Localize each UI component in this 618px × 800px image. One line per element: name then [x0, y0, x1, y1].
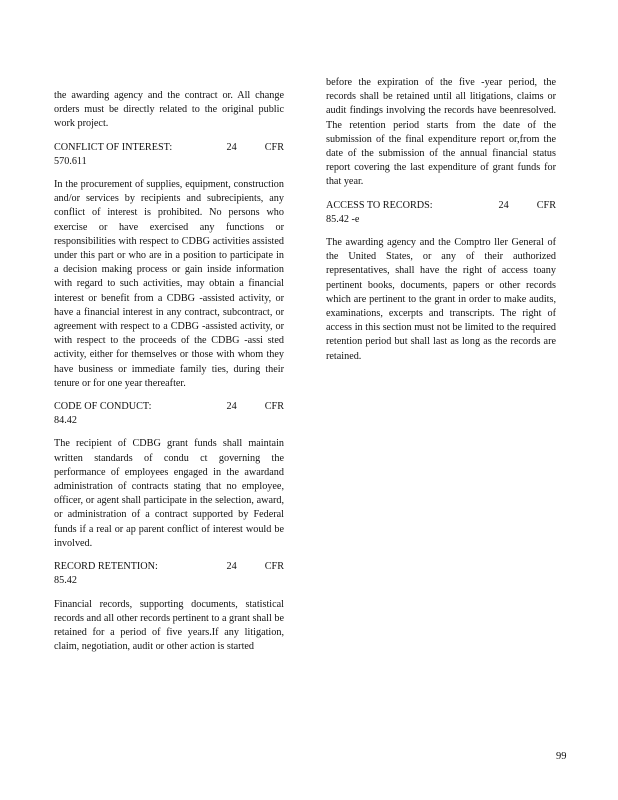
conflict-of-interest-heading — [54, 141, 284, 169]
heading-number: 24 — [226, 141, 237, 153]
intro-paragraph: the awarding agency and the contract or. All change orders must be directly related to the original public work project. — [54, 90, 284, 130]
heading-cfr: CFR — [264, 141, 284, 153]
access-to-records-heading — [326, 199, 556, 227]
code-of-conduct-heading — [54, 400, 284, 428]
record-retention-heading — [54, 560, 284, 588]
code-of-conduct-paragraph: The recipient of CDBG grant funds shall maintain written standards of condu ct governing the performance of employees engaged in the awardand administration of contracts stating that no employee, officer, or agent shall participate in the selection, award, or administration of a contract supported by Federal funds if a real or ap parent conflict of interest would be involved. — [54, 438, 284, 549]
heading-section: 85.42 — [54, 575, 77, 587]
heading-section: 85.42 -e — [326, 213, 360, 225]
left-column — [54, 89, 284, 663]
heading-title: CONFLICT OF INTEREST: — [54, 141, 173, 153]
heading-cfr: CFR — [264, 401, 284, 413]
right-column — [326, 76, 556, 373]
conflict-of-interest-paragraph: In the procurement of supplies, equipment, construction and/or services by recipients and subrecipients, any conflict of interest is prohibited. No persons who exercise or have exercised any functions or responsibilities with respect to CDBG activities assisted under this part or who are in a position to participate in a decision making process or gain inside information with regard to such activities, may obtain a financial interest or benefit from a CDBG -assisted activity, or have a financial interest in any contract, subcontract, or agreement with respect to a CDBG -assisted activity, or with respect to the proceeds of the CDBG -assi sted activity, either for themselves or those with whom they have business or immediate family ties, during their tenure or for one year thereafter. — [54, 179, 284, 389]
heading-title: RECORD RETENTION: — [54, 561, 158, 573]
heading-section: 84.42 — [54, 415, 77, 427]
heading-cfr: CFR — [264, 561, 284, 573]
heading-number: 24 — [498, 199, 509, 211]
access-to-records-paragraph: The awarding agency and the Comptro ller General of the United States, or any of their authorized representatives, shall have the right of access toany pertinent books, documents, papers or other records which are pertinent to the grant in order to make audits, examinations, excerpts and transcripts. The right of access in this section must not be limited to the required retention period but shall last as long as the records are retained. — [326, 237, 556, 362]
record-retention-paragraph: Financial records, supporting documents, statistical records and all other records pertinent to a grant shall be retained for a period of five years.If any litigation, claim, negotiation, audit or other action is started — [54, 598, 284, 653]
heading-title: CODE OF CONDUCT: — [54, 401, 152, 413]
heading-number: 24 — [226, 561, 237, 573]
heading-cfr: CFR — [536, 199, 556, 211]
heading-title: ACCESS TO RECORDS: — [326, 199, 433, 211]
heading-number: 24 — [226, 401, 237, 413]
page-number: 99 — [556, 751, 567, 762]
heading-section: 570.611 — [54, 155, 87, 167]
record-retention-continued-paragraph: before the expiration of the five -year period, the records shall be retained until all litigations, claims or audit findings involving the records have beenresolved. The retention period starts from the date of the submission of the final expenditure report or,from the date of the submission of the annual financial status report covering the last expenditure of grant funds for that year. — [326, 77, 556, 188]
